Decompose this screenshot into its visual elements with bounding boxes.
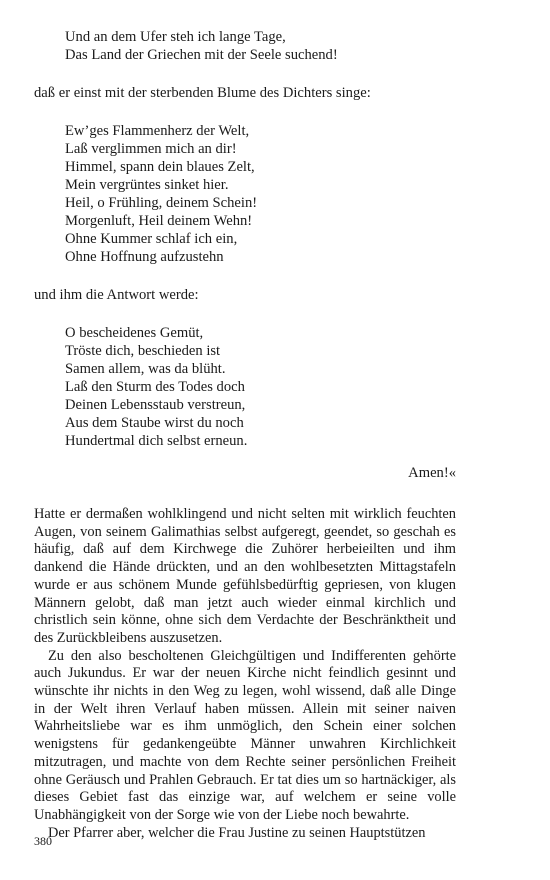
interlude-text-1: daß er einst mit der sterbenden Blume des Dichters singe:	[34, 85, 371, 101]
verse-line: Heil, o Frühling, deinem Schein!	[65, 195, 258, 211]
verse-line: Himmel, spann dein blaues Zelt,	[65, 159, 255, 175]
verse-line: Hundertmal dich selbst erneun.	[65, 433, 248, 449]
verse-block-2	[65, 122, 456, 266]
page-number: 380	[34, 834, 52, 848]
prose-section	[34, 506, 456, 842]
verse-line: Ew’ges Flammenherz der Welt,	[65, 123, 250, 139]
verse-line: Das Land der Griechen mit der Seele suchend!	[65, 47, 338, 63]
verse-line: Ohne Kummer schlaf ich ein,	[65, 231, 238, 247]
verse-line: Laß den Sturm des Todes doch	[65, 379, 245, 395]
verse-line: O bescheidenes Gemüt,	[65, 325, 204, 341]
paragraph: Hatte er dermaßen wohlklingend und nicht selten mit wirklich feuchten Augen, von seinem Galimathias selbst aufgeregt, geendet, so geschah es häufig, daß auf dem Kirchwege die Zuhörer herbeieilten und ihm dankend die Hände drückten, und an den wohlbesetzten Mittagstafeln wurde er aus schönem Munde gefühlsbedürftig gepriesen, von klugen Männern gelobt, daß man jetzt auch wieder einmal kirchlich und christlich sein könne, ohne sich dem Verdachte der Beschränktheit und des Zurückbleibens auszusetzen.	[34, 506, 456, 646]
verse-line: Aus dem Staube wirst du noch	[65, 415, 244, 431]
paragraph: Der Pfarrer aber, welcher die Frau Justine zu seinen Hauptstützen	[48, 824, 426, 841]
verse-line: Und an dem Ufer steh ich lange Tage,	[65, 29, 286, 45]
paragraph: Zu den also bescholtenen Gleichgültigen und Indifferenten gehörte auch Jukundus. Er war der neuen Kirche nicht feindlich gesinnt und wünschte ihr nichts in den Weg zu legen, wohl wissend, daß alle Dinge in der Welt ihren Verlauf haben müssen. Allein mit seiner naiven Wahrheitsliebe war es ihm unmöglich, den Schein einer solchen wenigstens für gedankengeübte Männer unwahren Kirchlichkeit mitzutragen, und machte von dem Rechte seiner persönlichen Freiheit ohne Geräusch und Prahlen Gebrauch. Er tat dies um so hartnäckiger, als dieses Gebiet fast das einzige war, auf welchem er seine volle Unabhängigkeit von der Sorge wie von der Liebe noch bewahrte.	[34, 647, 456, 823]
interlude-text-2: und ihm die Antwort werde:	[34, 287, 199, 303]
page-body	[34, 28, 456, 842]
verse-line: Laß verglimmen mich an dir!	[65, 141, 237, 157]
verse-block-3	[65, 324, 456, 450]
verse-line: Mein vergrüntes sinket hier.	[65, 177, 229, 193]
amen-line: Amen!«	[408, 465, 456, 481]
verse-line: Morgenluft, Heil deinem Wehn!	[65, 213, 253, 229]
verse-line: Ohne Hoffnung aufzustehn	[65, 249, 224, 265]
verse-block-1	[65, 28, 456, 64]
verse-line: Tröste dich, beschieden ist	[65, 343, 221, 359]
verse-line: Deinen Lebensstaub verstreun,	[65, 397, 246, 413]
verse-line: Samen allem, was da blüht.	[65, 361, 226, 377]
